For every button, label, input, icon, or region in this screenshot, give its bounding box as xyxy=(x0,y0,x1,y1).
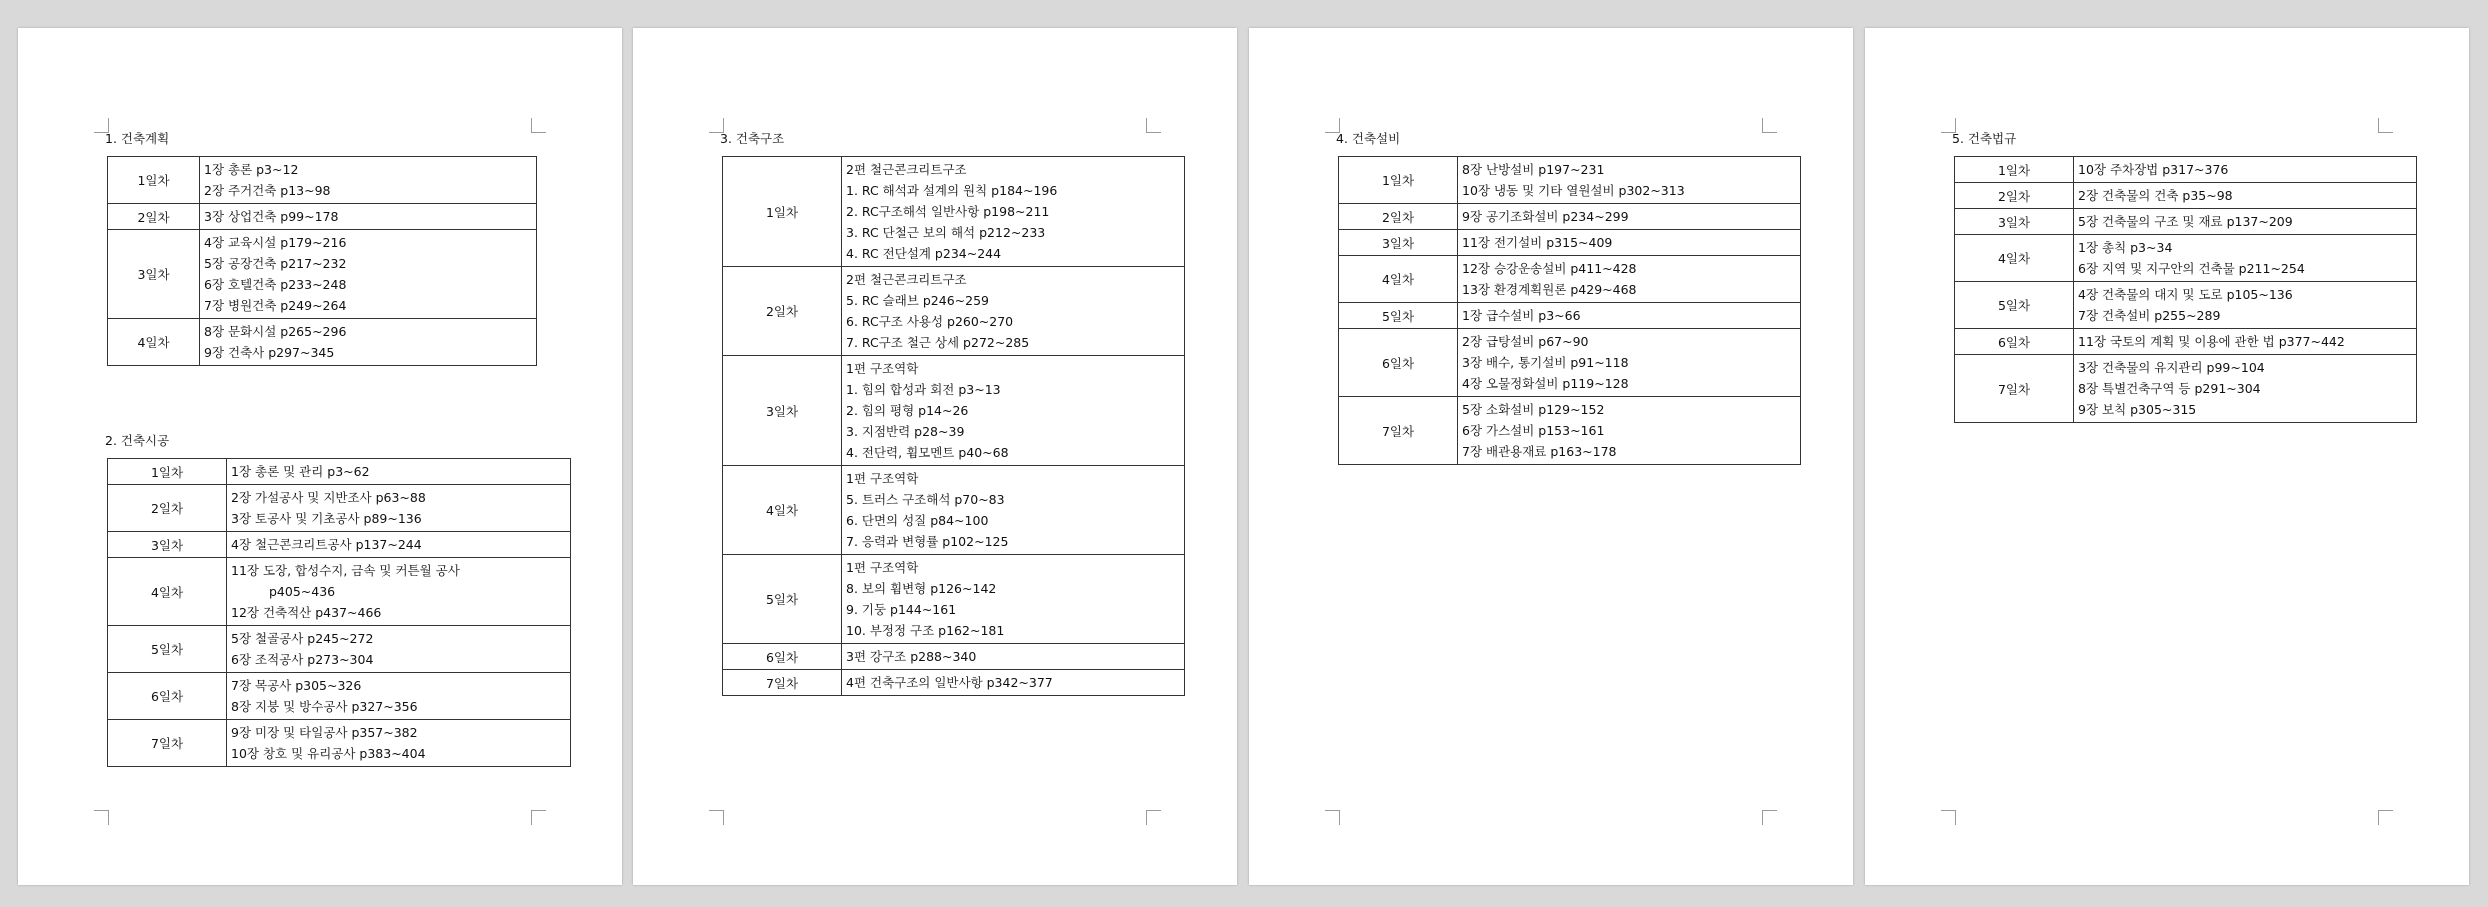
day-cell: 4일차 xyxy=(108,558,227,626)
crop-mark xyxy=(1325,810,1340,825)
chapter-line: 7장 병원건축 p249~264 xyxy=(204,298,347,313)
table-row xyxy=(1339,256,1801,303)
chapter-line: 1장 급수설비 p3~66 xyxy=(1462,308,1581,323)
chapter-line: 7. 응력과 변형률 p102~125 xyxy=(846,534,1009,549)
chapter-line: 1. RC 해석과 설계의 원칙 p184~196 xyxy=(846,183,1058,198)
day-cell: 1일차 xyxy=(108,459,227,485)
chapter-line: 1장 총칙 p3~34 xyxy=(2078,240,2173,255)
chapter-line: 6장 호텔건축 p233~248 xyxy=(204,277,347,292)
crop-mark xyxy=(2378,118,2393,133)
chapter-line: 4장 교육시설 p179~216 xyxy=(204,235,347,250)
schedule-table-architectural-planning xyxy=(107,156,537,366)
section-heading-architectural-planning: 1. 건축계획 xyxy=(105,131,170,146)
content-cell xyxy=(1458,230,1801,256)
crop-mark xyxy=(94,810,109,825)
document-page-3 xyxy=(1249,28,1853,885)
crop-mark xyxy=(1146,810,1161,825)
content-cell xyxy=(2074,183,2417,209)
content-cell xyxy=(1458,157,1801,204)
content-cell xyxy=(842,356,1185,466)
content-cell xyxy=(227,720,571,767)
table-row xyxy=(108,230,537,319)
table-row xyxy=(723,267,1185,356)
day-cell: 1일차 xyxy=(1955,157,2074,183)
content-cell xyxy=(842,466,1185,555)
content-cell xyxy=(227,532,571,558)
table-row xyxy=(108,157,537,204)
chapter-line: 3장 배수, 통기설비 p91~118 xyxy=(1462,355,1629,370)
day-cell: 5일차 xyxy=(108,626,227,673)
chapter-line: 12장 건축적산 p437~466 xyxy=(231,605,382,620)
table-row xyxy=(108,319,537,366)
day-cell: 1일차 xyxy=(723,157,842,267)
day-cell: 2일차 xyxy=(1955,183,2074,209)
chapter-line: 12장 승강운송설비 p411~428 xyxy=(1462,261,1637,276)
table-row xyxy=(1339,230,1801,256)
chapter-line: 4. RC 전단설계 p234~244 xyxy=(846,246,1002,261)
chapter-line: 3장 토공사 및 기초공사 p89~136 xyxy=(231,511,422,526)
chapter-line: 9장 미장 및 타일공사 p357~382 xyxy=(231,725,418,740)
section-heading-building-services: 4. 건축설비 xyxy=(1336,131,1401,146)
crop-mark xyxy=(531,118,546,133)
chapter-line: 3장 상업건축 p99~178 xyxy=(204,209,339,224)
content-cell xyxy=(2074,355,2417,423)
chapter-line-continuation: p405~436 xyxy=(269,584,336,599)
crop-mark xyxy=(1146,118,1161,133)
table-row xyxy=(723,555,1185,644)
day-cell: 2일차 xyxy=(108,485,227,532)
day-cell: 6일차 xyxy=(1339,329,1458,397)
day-cell: 7일차 xyxy=(723,670,842,696)
table-row xyxy=(1339,157,1801,204)
content-cell xyxy=(1458,204,1801,230)
chapter-line: 2장 가설공사 및 지반조사 p63~88 xyxy=(231,490,426,505)
crop-mark xyxy=(1762,118,1777,133)
table-row xyxy=(1955,329,2417,355)
chapter-line: 8. 보의 휨변형 p126~142 xyxy=(846,581,997,596)
content-cell xyxy=(842,670,1185,696)
table-row xyxy=(1955,282,2417,329)
table-row xyxy=(723,157,1185,267)
content-cell xyxy=(227,485,571,532)
chapter-line: 8장 난방설비 p197~231 xyxy=(1462,162,1605,177)
chapter-line: 8장 문화시설 p265~296 xyxy=(204,324,347,339)
day-cell: 3일차 xyxy=(108,230,200,319)
table-row xyxy=(1955,235,2417,282)
chapter-line: 5. RC 슬래브 p246~259 xyxy=(846,293,989,308)
day-cell: 2일차 xyxy=(108,204,200,230)
content-cell xyxy=(842,267,1185,356)
day-cell: 1일차 xyxy=(1339,157,1458,204)
day-cell: 4일차 xyxy=(1955,235,2074,282)
table-row xyxy=(1339,204,1801,230)
day-cell: 7일차 xyxy=(108,720,227,767)
schedule-table-construction xyxy=(107,458,571,767)
day-cell: 7일차 xyxy=(1955,355,2074,423)
chapter-line: 2. 힘의 평형 p14~26 xyxy=(846,403,969,418)
content-cell xyxy=(227,459,571,485)
section-heading-building-law: 5. 건축법규 xyxy=(1952,131,2017,146)
day-cell: 5일차 xyxy=(723,555,842,644)
content-cell xyxy=(842,555,1185,644)
content-cell xyxy=(1458,303,1801,329)
day-cell: 5일차 xyxy=(1339,303,1458,329)
chapter-line: 2장 건축물의 건축 p35~98 xyxy=(2078,188,2233,203)
chapter-line: 1장 총론 p3~12 xyxy=(204,162,299,177)
table-row xyxy=(1339,303,1801,329)
day-cell: 3일차 xyxy=(1955,209,2074,235)
chapter-line: 6. 단면의 성질 p84~100 xyxy=(846,513,989,528)
day-cell: 2일차 xyxy=(1339,204,1458,230)
content-cell xyxy=(200,157,537,204)
chapter-line: 2. RC구조해석 일반사항 p198~211 xyxy=(846,204,1050,219)
section-heading-construction: 2. 건축시공 xyxy=(105,433,170,448)
chapter-line: 7장 건축설비 p255~289 xyxy=(2078,308,2221,323)
day-cell: 2일차 xyxy=(723,267,842,356)
table-row xyxy=(1955,183,2417,209)
table-row xyxy=(108,485,571,532)
chapter-line: 1. 힘의 합성과 회전 p3~13 xyxy=(846,382,1001,397)
chapter-line: 7장 배관용재료 p163~178 xyxy=(1462,444,1617,459)
chapter-line: 9장 보칙 p305~315 xyxy=(2078,402,2197,417)
content-cell xyxy=(200,204,537,230)
table-row xyxy=(1955,209,2417,235)
chapter-line: 7장 목공사 p305~326 xyxy=(231,678,362,693)
day-cell: 3일차 xyxy=(723,356,842,466)
chapter-line: 9장 건축사 p297~345 xyxy=(204,345,335,360)
chapter-line: 8장 지붕 및 방수공사 p327~356 xyxy=(231,699,418,714)
chapter-line: 10장 주차장법 p317~376 xyxy=(2078,162,2229,177)
table-row xyxy=(1339,397,1801,465)
day-cell: 1일차 xyxy=(108,157,200,204)
table-row xyxy=(108,204,537,230)
chapter-line: 3장 건축물의 유지관리 p99~104 xyxy=(2078,360,2265,375)
content-cell xyxy=(2074,157,2417,183)
content-cell xyxy=(227,626,571,673)
day-cell: 6일차 xyxy=(723,644,842,670)
chapter-line: 3. RC 단철근 보의 해석 p212~233 xyxy=(846,225,1046,240)
chapter-line: 2장 급탕설비 p67~90 xyxy=(1462,334,1589,349)
document-page-1 xyxy=(18,28,622,885)
chapter-line: 2장 주거건축 p13~98 xyxy=(204,183,331,198)
crop-mark xyxy=(1762,810,1777,825)
chapter-line: 9. 기둥 p144~161 xyxy=(846,602,957,617)
chapter-line: 1장 총론 및 관리 p3~62 xyxy=(231,464,370,479)
chapter-line: 11장 도장, 합성수지, 금속 및 커튼월 공사 xyxy=(231,563,460,578)
chapter-line: 6. RC구조 사용성 p260~270 xyxy=(846,314,1014,329)
table-row xyxy=(108,673,571,720)
chapter-line: 10장 냉동 및 기타 열원설비 p302~313 xyxy=(1462,183,1685,198)
chapter-line: 4장 철근콘크리트공사 p137~244 xyxy=(231,537,422,552)
chapter-line: 9장 공기조화설비 p234~299 xyxy=(1462,209,1629,224)
schedule-table-structure xyxy=(722,156,1185,696)
content-cell xyxy=(227,558,571,626)
chapter-line: 11장 전기설비 p315~409 xyxy=(1462,235,1613,250)
part-title-line: 1편 구조역학 xyxy=(846,471,919,486)
day-cell: 4일차 xyxy=(723,466,842,555)
content-cell xyxy=(200,319,537,366)
chapter-line: 3. 지점반력 p28~39 xyxy=(846,424,965,439)
part-title-line: 1편 구조역학 xyxy=(846,560,919,575)
chapter-line: 10. 부정정 구조 p162~181 xyxy=(846,623,1005,638)
table-row xyxy=(1955,355,2417,423)
part-title-line: 2편 철근콘크리트구조 xyxy=(846,272,967,287)
day-cell: 3일차 xyxy=(108,532,227,558)
day-cell: 5일차 xyxy=(1955,282,2074,329)
content-cell xyxy=(2074,282,2417,329)
chapter-line: 5. 트러스 구조해석 p70~83 xyxy=(846,492,1005,507)
content-cell xyxy=(842,644,1185,670)
table-row xyxy=(108,459,571,485)
table-row xyxy=(723,670,1185,696)
crop-mark xyxy=(531,810,546,825)
chapter-line: 6장 조적공사 p273~304 xyxy=(231,652,374,667)
content-cell xyxy=(200,230,537,319)
table-row xyxy=(1339,329,1801,397)
document-page-2 xyxy=(633,28,1237,885)
day-cell: 6일차 xyxy=(1955,329,2074,355)
chapter-line: 7. RC구조 철근 상세 p272~285 xyxy=(846,335,1030,350)
part-title-line: 1편 구조역학 xyxy=(846,361,919,376)
table-row xyxy=(108,626,571,673)
part-title-line: 2편 철근콘크리트구조 xyxy=(846,162,967,177)
chapter-line: 4장 오물정화설비 p119~128 xyxy=(1462,376,1629,391)
chapter-line: 4편 건축구조의 일반사항 p342~377 xyxy=(846,675,1053,690)
content-cell xyxy=(2074,329,2417,355)
crop-mark xyxy=(1941,810,1956,825)
content-cell xyxy=(1458,329,1801,397)
schedule-table-building-law xyxy=(1954,156,2417,423)
chapter-line: 3편 강구조 p288~340 xyxy=(846,649,977,664)
table-row xyxy=(723,466,1185,555)
section-heading-structure: 3. 건축구조 xyxy=(720,131,785,146)
schedule-table-building-services xyxy=(1338,156,1801,465)
table-row xyxy=(108,558,571,626)
chapter-line: 4. 전단력, 휨모멘트 p40~68 xyxy=(846,445,1009,460)
content-cell xyxy=(2074,235,2417,282)
chapter-line: 6장 지역 및 지구안의 건축물 p211~254 xyxy=(2078,261,2305,276)
chapter-line: 13장 환경계획원론 p429~468 xyxy=(1462,282,1637,297)
chapter-line: 8장 특별건축구역 등 p291~304 xyxy=(2078,381,2261,396)
crop-mark xyxy=(2378,810,2393,825)
chapter-line: 6장 가스설비 p153~161 xyxy=(1462,423,1605,438)
table-row xyxy=(108,532,571,558)
day-cell: 3일차 xyxy=(1339,230,1458,256)
crop-mark xyxy=(709,810,724,825)
content-cell xyxy=(1458,256,1801,303)
document-page-4 xyxy=(1865,28,2469,885)
chapter-line: 10장 창호 및 유리공사 p383~404 xyxy=(231,746,426,761)
day-cell: 4일차 xyxy=(108,319,200,366)
chapter-line: 5장 철골공사 p245~272 xyxy=(231,631,374,646)
content-cell xyxy=(2074,209,2417,235)
day-cell: 6일차 xyxy=(108,673,227,720)
chapter-line: 5장 건축물의 구조 및 재료 p137~209 xyxy=(2078,214,2293,229)
chapter-line: 4장 건축물의 대지 및 도로 p105~136 xyxy=(2078,287,2293,302)
content-cell xyxy=(227,673,571,720)
table-row xyxy=(108,720,571,767)
table-row xyxy=(723,356,1185,466)
content-cell xyxy=(842,157,1185,267)
chapter-line: 11장 국토의 계획 및 이용에 관한 법 p377~442 xyxy=(2078,334,2345,349)
table-row xyxy=(1955,157,2417,183)
chapter-line: 5장 공장건축 p217~232 xyxy=(204,256,347,271)
table-row xyxy=(723,644,1185,670)
day-cell: 7일차 xyxy=(1339,397,1458,465)
chapter-line: 5장 소화설비 p129~152 xyxy=(1462,402,1605,417)
content-cell xyxy=(1458,397,1801,465)
day-cell: 4일차 xyxy=(1339,256,1458,303)
